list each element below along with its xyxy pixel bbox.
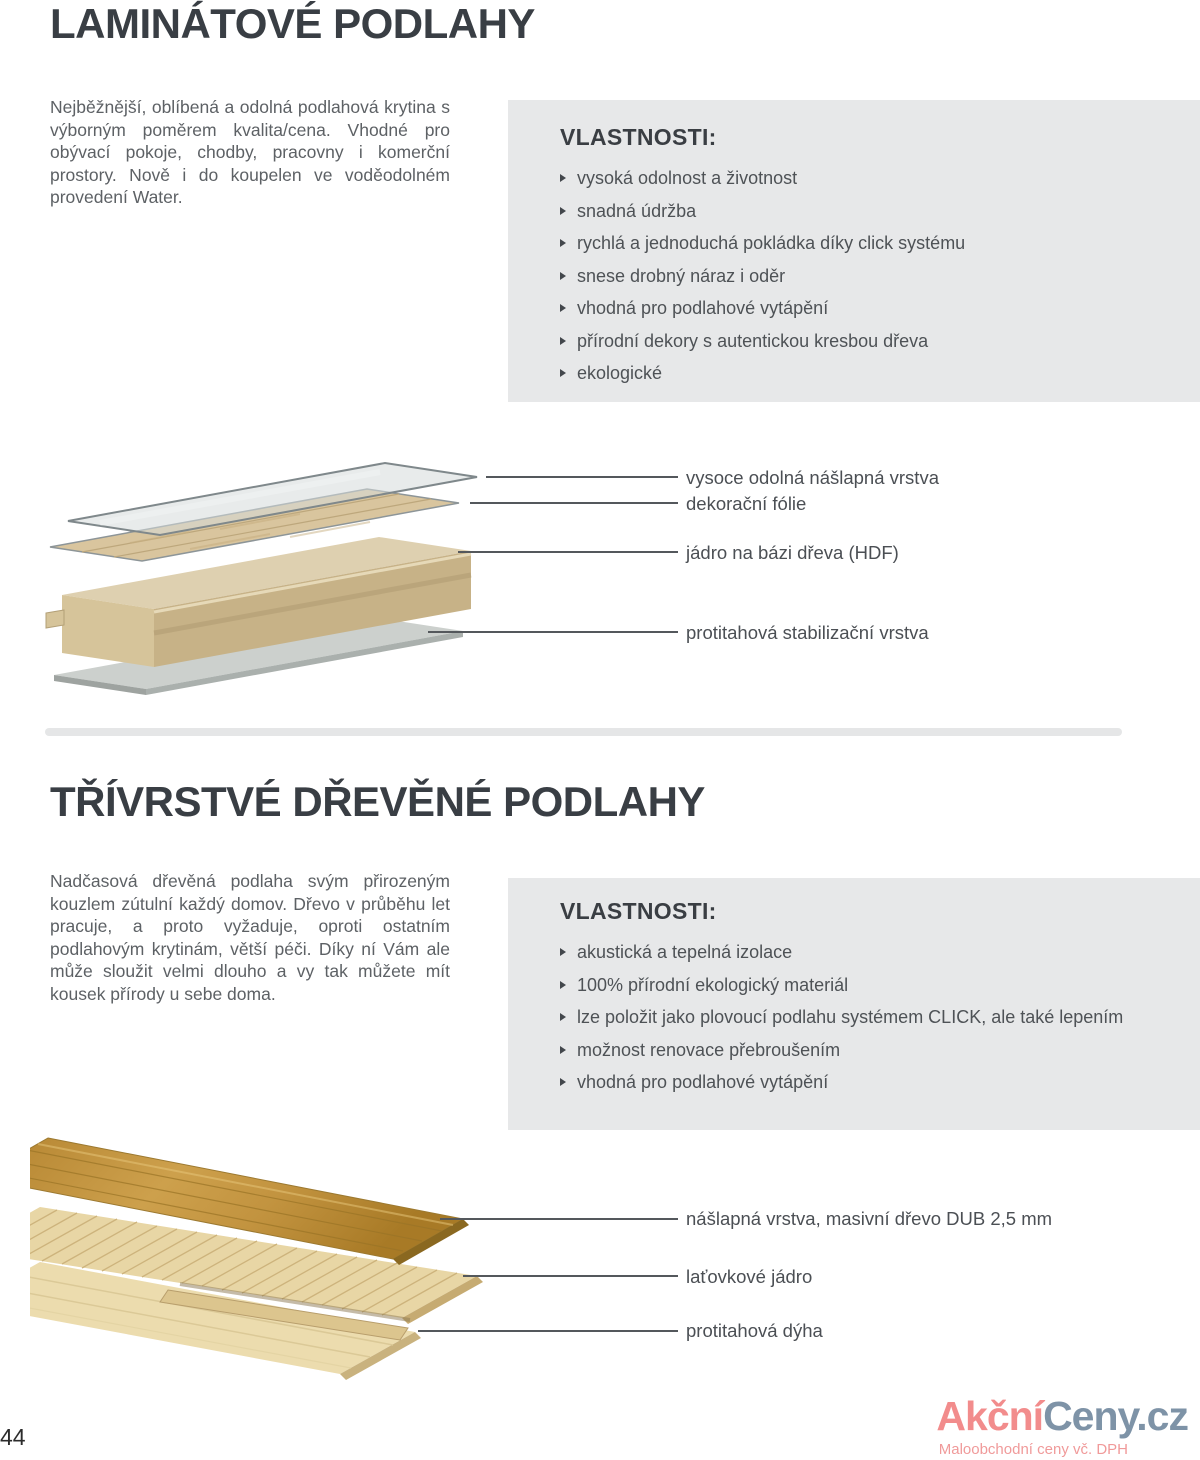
laminate-properties-panel xyxy=(508,100,1200,402)
property-text: vysoká odolnost a životnost xyxy=(577,168,798,188)
leader-line xyxy=(440,1218,678,1220)
bullet-triangle-icon xyxy=(560,239,566,247)
layer-label-core: jádro na bázi dřeva (HDF) xyxy=(686,542,899,563)
leader-line xyxy=(470,502,678,504)
laminate-properties-title: VLASTNOSTI: xyxy=(560,124,717,150)
property-text: 100% přírodní ekologický materiál xyxy=(577,974,849,995)
list-item xyxy=(560,975,1170,995)
section-divider xyxy=(45,728,1122,736)
list-item xyxy=(560,1040,1170,1060)
property-text: lze položit jako plovoucí podlahu systémem CLICK, ale také lepením xyxy=(577,1007,1124,1027)
layer-label-oak-wear: nášlapná vrstva, masivní dřevo DUB 2,5 mm xyxy=(686,1208,1053,1229)
logo-text-akcni: Akční xyxy=(936,1393,1044,1439)
bullet-triangle-icon xyxy=(560,174,566,182)
property-text: možnost renovace přebroušením xyxy=(577,1039,841,1060)
bullet-triangle-icon xyxy=(560,369,566,377)
bullet-triangle-icon xyxy=(560,1013,566,1021)
bullet-triangle-icon xyxy=(560,981,566,989)
leader-line xyxy=(418,1330,678,1332)
wood-properties-panel xyxy=(508,878,1200,1130)
property-text: ekologické xyxy=(577,363,663,383)
leader-line xyxy=(458,551,678,553)
page-number: 44 xyxy=(0,1424,26,1450)
laminate-properties-list xyxy=(560,168,1170,383)
property-text: snese drobný náraz i oděr xyxy=(577,265,786,286)
akcniceny-logo[interactable] xyxy=(936,1394,1188,1438)
wood-intro-paragraph: Nadčasová dřevěná podlaha svým přirozeným kouzlem zútulní každý domov. Dřevo v průběhu let pracuje, a proto vyžaduje, oproti ostatním podlahovým krytinám, větší péči. Díky ní Vám ale může sloužit velmi dlouho a vy tak můžete mít kousek přírody u sebe doma. xyxy=(50,871,450,1004)
list-item xyxy=(560,298,1170,318)
section-title-laminate: LAMINÁTOVÉ PODLAHY xyxy=(50,0,535,47)
list-item xyxy=(560,1007,1170,1027)
list-item xyxy=(560,201,1170,221)
laminate-layers-diagram xyxy=(40,437,520,697)
property-text: snadná údržba xyxy=(577,200,697,221)
property-text: akustická a tepelná izolace xyxy=(577,942,793,962)
bullet-triangle-icon xyxy=(560,272,566,280)
bullet-triangle-icon xyxy=(560,948,566,956)
logo-text-ceny: Ceny.cz xyxy=(1043,1393,1188,1439)
laminate-intro-paragraph: Nejběžnější, oblíbená a odolná podlahová krytina s výborným poměrem kvalita/cena. Vhodné pro obývací pokoje, chodby, pracovny i komerční prostory. Nově i do koupelen ve voděodolném provedení Water. xyxy=(50,97,450,207)
layer-label-foil: dekorační fólie xyxy=(686,493,807,514)
footer-tagline: Maloobchodní ceny vč. DPH xyxy=(938,1441,1128,1458)
leader-line xyxy=(463,1275,678,1277)
leader-line xyxy=(428,631,678,633)
list-item xyxy=(560,363,1170,383)
bullet-triangle-icon xyxy=(560,1078,566,1086)
wood-properties-list xyxy=(560,942,1170,1092)
layer-label-wear: vysoce odolná nášlapná vrstva xyxy=(686,467,939,488)
property-text: rychlá a jednoduchá pokládka díky click systému xyxy=(577,233,966,253)
list-item xyxy=(560,1072,1170,1092)
layer-label-slatted-core: laťovkové jádro xyxy=(686,1266,813,1287)
list-item xyxy=(560,331,1170,351)
section-title-wood: TŘÍVRSTVÉ DŘEVĚNÉ PODLAHY xyxy=(50,778,705,825)
bullet-triangle-icon xyxy=(560,207,566,215)
list-item xyxy=(560,168,1170,188)
wood-properties-title: VLASTNOSTI: xyxy=(560,898,717,924)
property-text: vhodná pro podlahové vytápění xyxy=(577,1072,829,1092)
bullet-triangle-icon xyxy=(560,1046,566,1054)
layer-label-counter-veneer: protitahová dýha xyxy=(686,1320,823,1341)
layer-label-stabilization: protitahová stabilizační vrstva xyxy=(686,622,929,643)
wood-layers-diagram xyxy=(30,1122,510,1407)
property-text: vhodná pro podlahové vytápění xyxy=(577,298,829,318)
bullet-triangle-icon xyxy=(560,304,566,312)
property-text: přírodní dekory s autentickou kresbou dřeva xyxy=(577,330,929,351)
bullet-triangle-icon xyxy=(560,337,566,345)
list-item xyxy=(560,266,1170,286)
list-item xyxy=(560,942,1170,962)
list-item xyxy=(560,233,1170,253)
leader-line xyxy=(486,476,678,478)
